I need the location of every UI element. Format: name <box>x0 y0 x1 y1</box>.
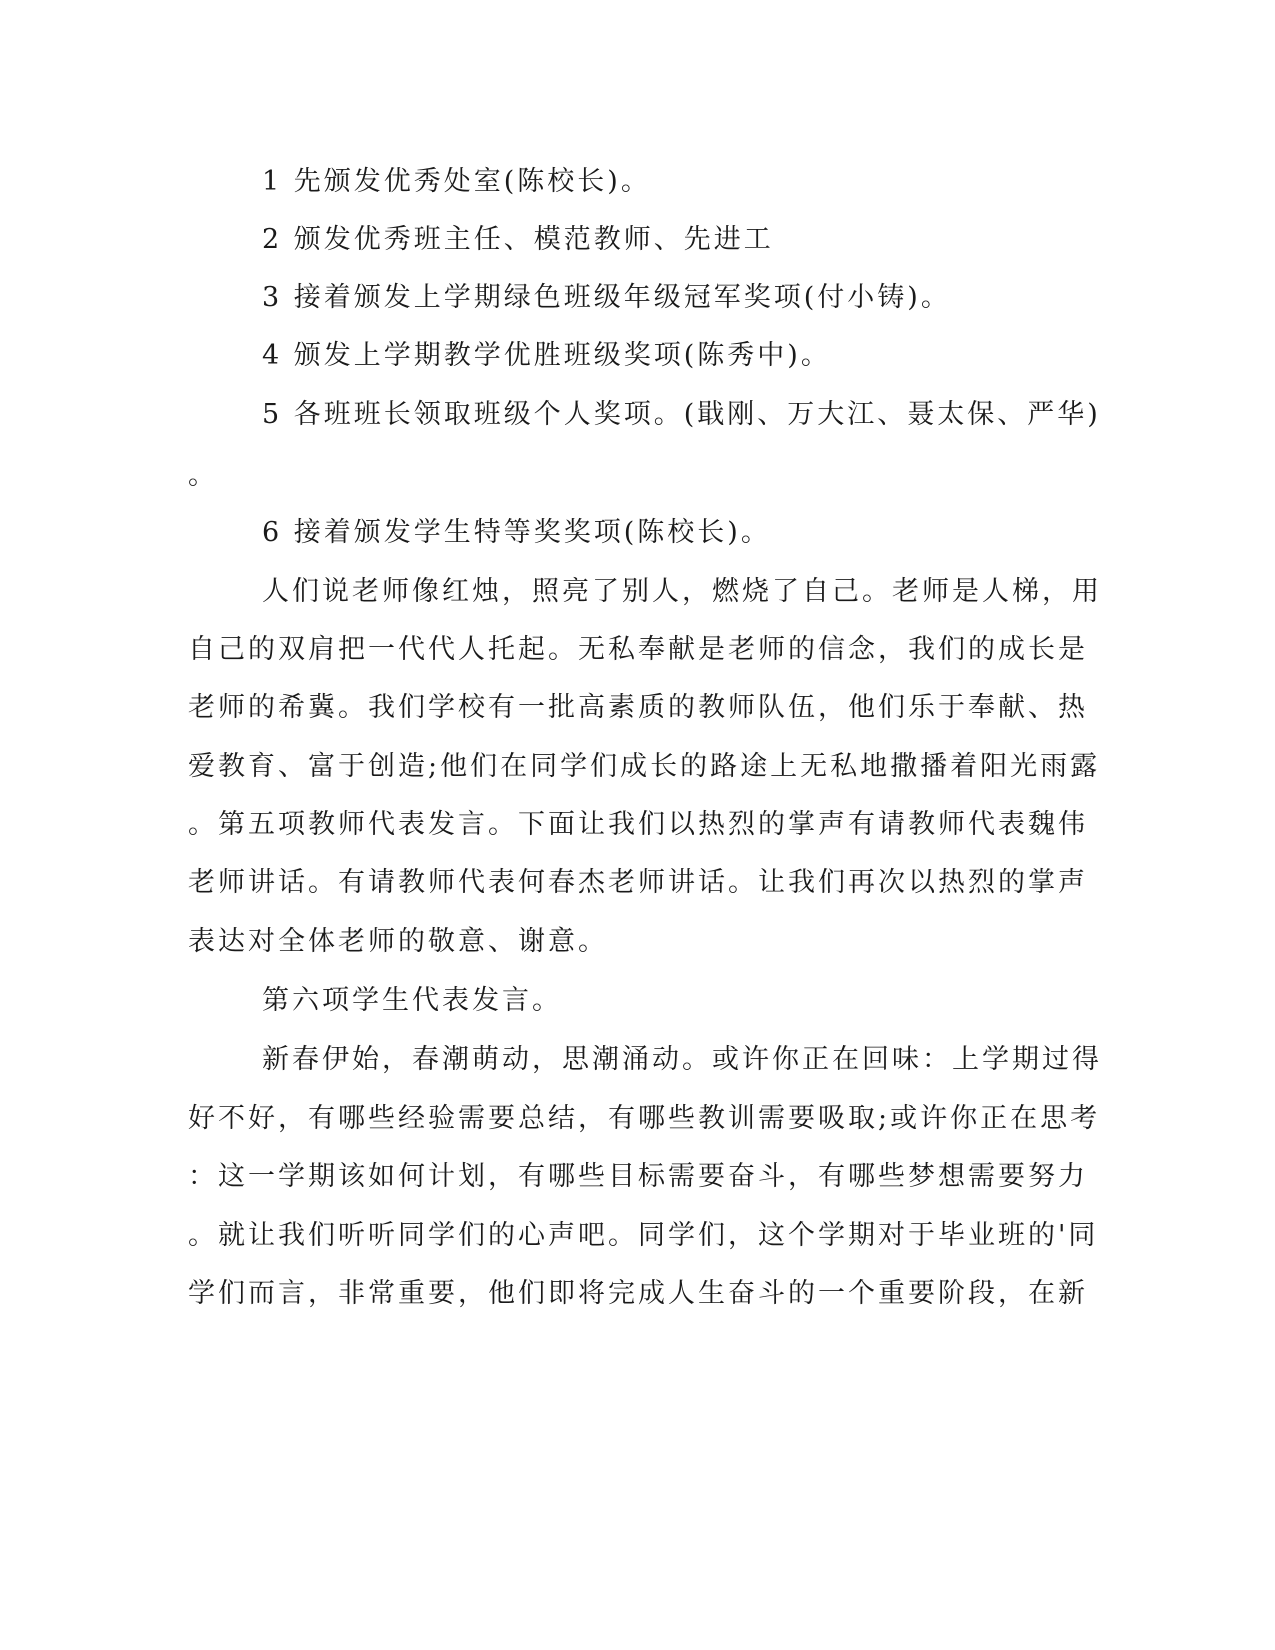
text-line: 第六项学生代表发言。 <box>262 985 562 1016</box>
text-line: ：这一学期该如何计划，有哪些目标需要奋斗，有哪些梦想需要努力 <box>188 1161 1088 1192</box>
text-line: 学们而言，非常重要，他们即将完成人生奋斗的一个重要阶段，在新 <box>188 1278 1088 1309</box>
text-line: 3 接着颁发上学期绿色班级年级冠军奖项(付小铸)。 <box>262 282 951 313</box>
text-line: 人们说老师像红烛，照亮了别人，燃烧了自己。老师是人梯，用 <box>262 576 1102 607</box>
text-line: 。第五项教师代表发言。下面让我们以热烈的掌声有请教师代表魏伟 <box>188 809 1088 840</box>
text-line: 好不好，有哪些经验需要总结，有哪些教训需要吸取;或许你正在思考 <box>188 1103 1101 1134</box>
text-line: 自己的双肩把一代代人托起。无私奉献是老师的信念，我们的成长是 <box>188 634 1088 665</box>
text-line: 老师的希冀。我们学校有一批高素质的教师队伍，他们乐于奉献、热 <box>188 692 1088 723</box>
text-line: 表达对全体老师的敬意、谢意。 <box>188 926 608 957</box>
text-line: 新春伊始，春潮萌动，思潮涌动。或许你正在回味：上学期过得 <box>262 1044 1102 1075</box>
text-line: 2 颁发优秀班主任、模范教师、先进工 <box>262 224 774 255</box>
text-line: 1 先颁发优秀处室(陈校长)。 <box>262 166 651 197</box>
text-line: 5 各班班长领取班级个人奖项。(戢刚、万大江、聂太保、严华) <box>262 399 1101 430</box>
text-line: 老师讲话。有请教师代表何春杰老师讲话。让我们再次以热烈的掌声 <box>188 867 1088 898</box>
text-line: 4 颁发上学期教学优胜班级奖项(陈秀中)。 <box>262 340 831 371</box>
text-line: 6 接着颁发学生特等奖奖项(陈校长)。 <box>262 517 771 548</box>
text-line: 。就让我们听听同学们的心声吧。同学们，这个学期对于毕业班的'同 <box>188 1220 1099 1251</box>
text-line: 爱教育、富于创造;他们在同学们成长的路途上无私地撒播着阳光雨露 <box>188 751 1101 782</box>
text-line: 。 <box>188 460 218 491</box>
